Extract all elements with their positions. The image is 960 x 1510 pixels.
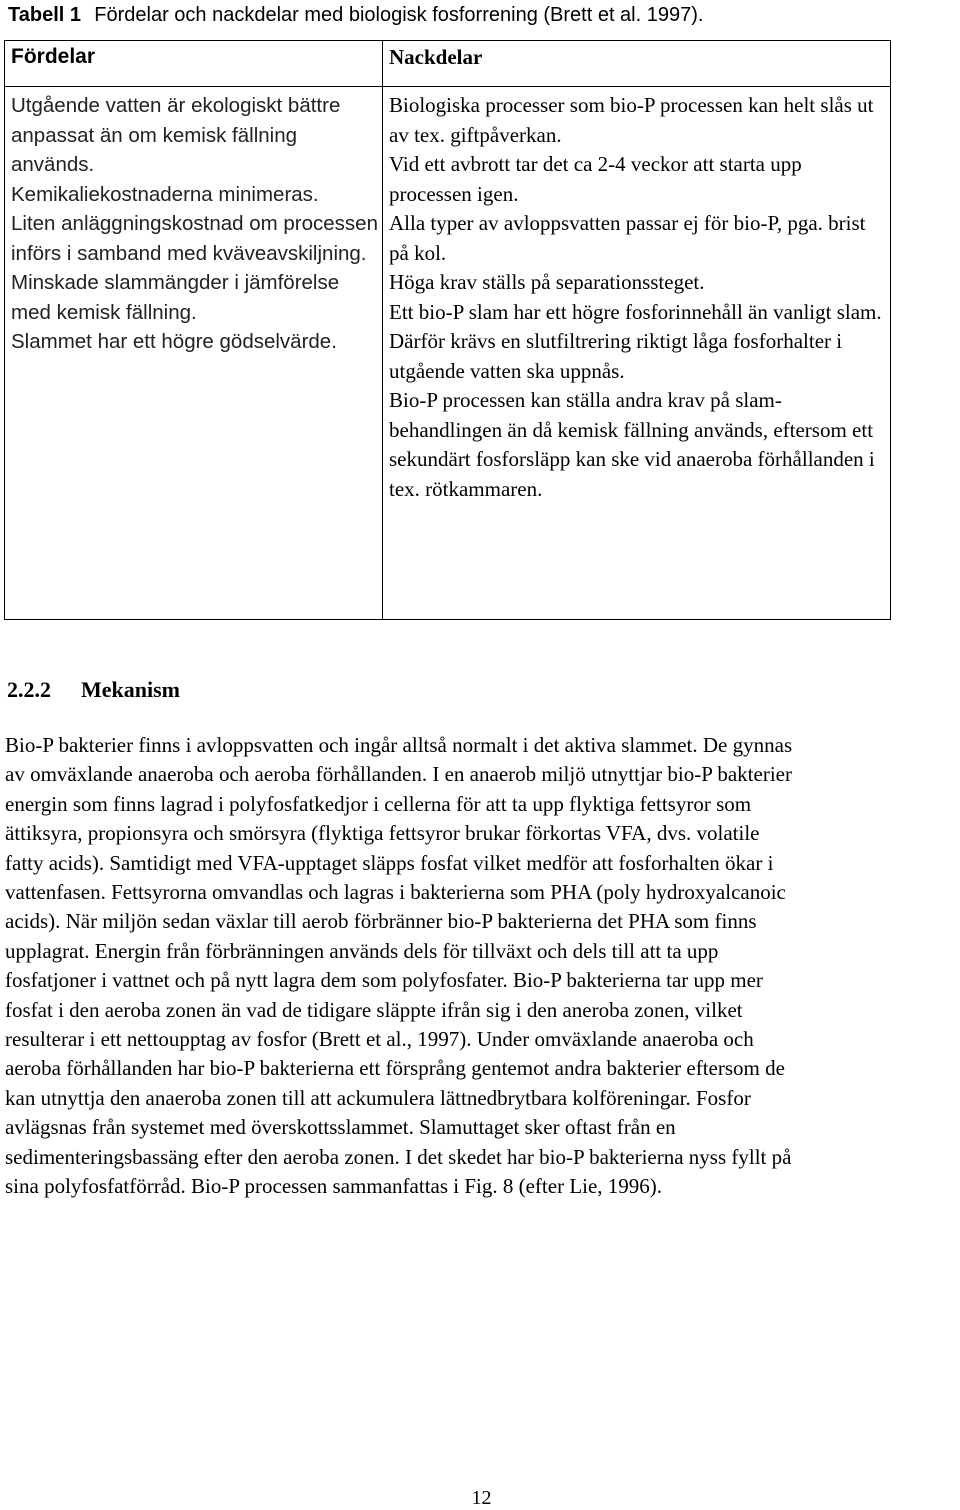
advantage-item: Utgående vatten är ekologiskt bättre anpassat än om kemisk fällning används. [11,94,341,176]
paragraph-line: aeroba förhållanden har bio-P bakterierna ett försprång gentemot andra bakterier eftersom de [5,1056,785,1081]
paragraph-line: sedimenteringsbassäng efter den aeroba zonen. I det skedet har bio-P bakterierna nyss fyllt på [5,1144,792,1169]
header-disadvantages: Nackdelar [383,41,891,87]
section-title: Mekanism [81,677,180,702]
paragraph-line: vattenfasen. Fettsyrorna omvandlas och lagras i bakterierna som PHA (poly hydroxyalcanoic [5,880,786,905]
table-caption-text: Fördelar och nackdelar med biologisk fosforrening (Brett et al. 1997). [94,4,704,26]
advantage-item: Liten anläggningskostnad om processen införs i samband med kväveavskiljning. [11,212,378,265]
paragraph-line: fosfat i den aeroba zonen än vad de tidigare släppte ifrån sig i den aneroba zonen, vilket [5,997,743,1022]
section-heading [7,676,180,704]
table-body-row [5,87,891,620]
paragraph-line: Bio-P bakterier finns i avloppsvatten och ingår alltså normalt i det aktiva slammet. De gynnas [5,733,793,757]
paragraph-line: sina polyfosfatförråd. Bio-P processen sammanfattas i Fig. 8 (efter Lie, 1996). [5,1174,663,1199]
advantage-item: Kemikaliekostnaderna minimeras. [11,182,319,206]
paragraph-line: upplagrat. Energin från förbränningen används dels för tillväxt och dels till att ta upp [5,938,719,963]
disadvantages-list [383,87,890,504]
paragraph-line: energin som finns lagrad i polyfosfatkedjor i cellerna för att ta upp flyktiga fettsyror som [5,791,752,816]
paragraph-line: fatty acids). Samtidigt med VFA-upptaget släpps fosfat vilket medför att fosforhalten ökar i [5,850,774,875]
paragraph-line: fosfatjoner i vattnet och på nytt lagra dem som polyfosfater. Bio-P bakterierna tar upp mer [5,968,763,993]
disadvantage-item: Ett bio-P slam har ett högre fosforinnehåll än vanligt slam. Därför krävs en slutfiltrering riktigt låga fosforhalter i utgående vatten ska uppnås. [389,299,882,383]
disadvantage-item: Biologiska processer som bio-P processen kan helt slås ut av tex. giftpåverkan. [389,93,874,147]
table-header-row [5,41,891,87]
advantage-item: Minskade slammängder i jämförelse med kemisk fällning. [11,271,340,324]
paragraph-line: resulterar i ett nettoupptag av fosfor (Brett et al., 1997). Under omväxlande anaeroba och [5,1027,754,1052]
disadvantage-item: Höga krav ställs på separationssteget. [389,270,705,294]
body-paragraph [5,731,960,1202]
section-number: 2.2.2 [7,677,51,702]
header-advantages: Fördelar [5,41,383,87]
disadvantage-item: Alla typer av avloppsvatten passar ej för bio-P, pga. brist på kol. [389,211,866,265]
advantage-item: Slammet har ett högre gödselvärde. [11,330,337,353]
disadvantages-cell [383,87,891,620]
page-number-text: 12 [471,1487,492,1509]
paragraph-line: avlägsnas från systemet med överskottsslammet. Slamuttaget sker oftast från en [5,1115,676,1140]
paragraph-line: kan utnyttja den anaeroba zonen till att ackumulera lättnedbrytbara kolföreningar. Fosfor [5,1085,751,1110]
advantages-cell [5,87,383,620]
paragraph-line: ättiksyra, propionsyra och smörsyra (flyktiga fettsyror brukar förkortas VFA, dvs. volatile [5,821,760,846]
advantages-list [5,87,382,357]
paragraph-line: av omväxlande anaeroba och aeroba förhållanden. I en anaerob miljö utnyttjar bio-P bakterier [5,762,792,787]
disadvantage-item: Vid ett avbrott tar det ca 2-4 veckor att starta upp processen igen. [389,152,802,206]
paragraph-line: acids). När miljön sedan växlar till aerob förbränner bio-P bakterierna det PHA som finns [5,909,757,934]
disadvantage-item: Bio-P processen kan ställa andra krav på slam-behandlingen än då kemisk fällning används, eftersom ett sekundärt fosforsläpp kan ske vid anaeroba förhållanden i tex. rötkammaren. [389,388,875,501]
page-number [0,1486,960,1510]
table-caption-label: Tabell 1 [8,4,81,26]
table-caption [8,1,703,28]
pros-cons-table [4,40,891,620]
